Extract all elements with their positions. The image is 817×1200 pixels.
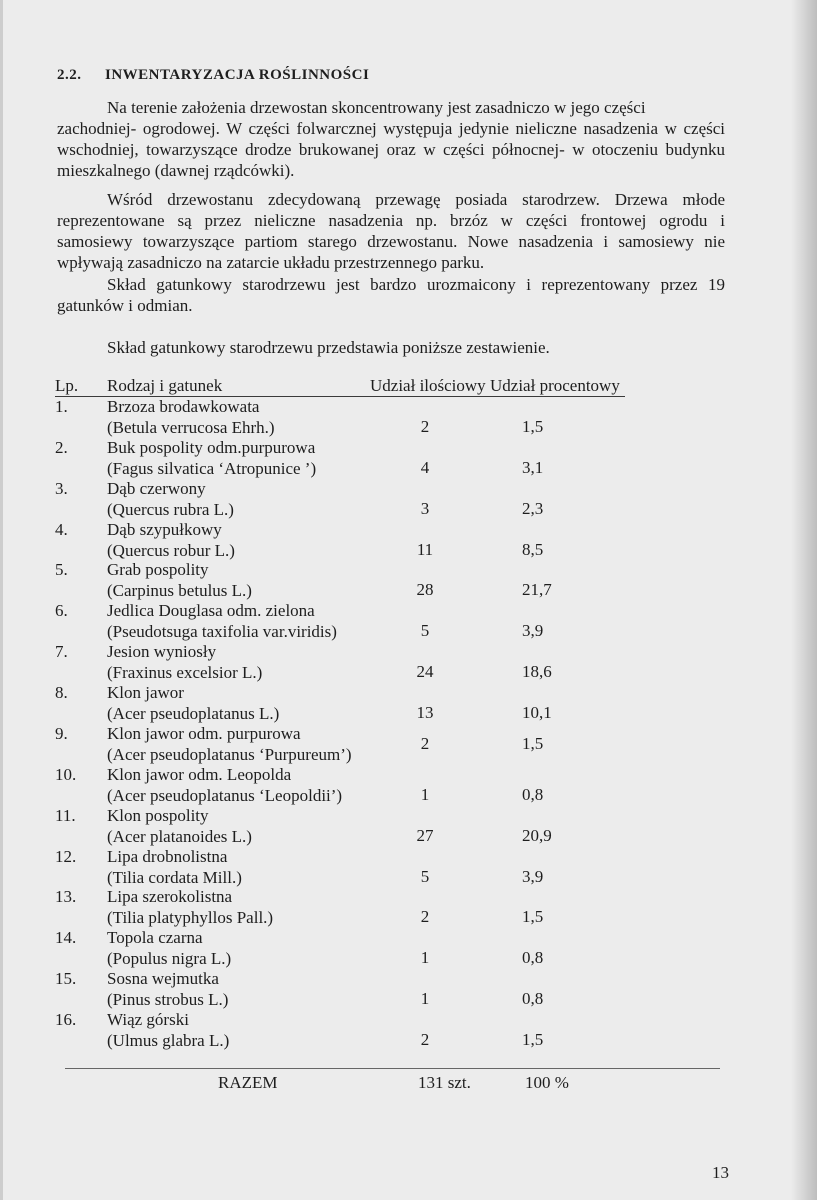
header-quantity: Udział ilościowy <box>370 376 486 395</box>
percentage-value: 21,7 <box>522 580 552 600</box>
quantity-value: 28 <box>416 580 434 600</box>
species-latin-name: (Acer pseudoplatanus ‘Leopoldii’) <box>107 785 343 805</box>
percentage-value: 2,3 <box>522 498 544 518</box>
quantity-value: 13 <box>416 703 434 723</box>
table-row <box>0 683 817 723</box>
percentage-value: 0,8 <box>522 948 544 968</box>
percentage-value: 3,9 <box>522 866 544 886</box>
species-common-name: Dąb szypułkowy <box>107 519 222 539</box>
species-common-name: Lipa szerokolistna <box>107 887 233 907</box>
quantity-value: 27 <box>416 825 434 845</box>
quantity-value: 1 <box>420 784 430 804</box>
row-number: 12. <box>55 846 77 866</box>
row-number: 4. <box>55 519 68 539</box>
percentage-value: 1,5 <box>522 417 544 436</box>
percentage-value: 20,9 <box>522 825 552 845</box>
species-latin-name: (Pseudotsuga taxifolia var.viridis) <box>107 622 337 642</box>
percentage-value: 0,8 <box>522 989 544 1009</box>
total-rule <box>65 1068 720 1069</box>
species-latin-name: (Fraxinus excelsior L.) <box>107 663 263 683</box>
species-latin-name: (Quercus rubra L.) <box>107 499 234 519</box>
species-common-name: Klon pospolity <box>107 805 209 825</box>
table-row <box>0 928 817 968</box>
body-line: Na terenie założenia drzewostan skoncentrowany jest zasadniczo w jego części <box>107 98 646 117</box>
total-percentage: 100 % <box>525 1073 569 1092</box>
body-line: Skład gatunkowy starodrzewu jest bardzo urozmaicony i reprezentowany przez 19 <box>107 275 725 294</box>
species-common-name: Dąb czerwony <box>107 478 206 498</box>
species-common-name: Klon jawor odm. purpurowa <box>107 723 301 743</box>
species-latin-name: (Acer pseudoplatanus L.) <box>107 704 280 724</box>
body-line: samosiewy towarzyszące partiom starego drzewostanu. Nowe nasadzenia i samosiewy nie <box>57 232 725 251</box>
section-title: INWENTARYZACJA ROŚLINNOŚCI <box>105 67 370 83</box>
quantity-value: 4 <box>420 457 430 477</box>
table-row <box>0 397 817 437</box>
row-number: 16. <box>55 1010 77 1030</box>
table-row <box>0 438 817 478</box>
species-common-name: Lipa drobnolistna <box>107 846 228 866</box>
species-common-name: Topola czarna <box>107 928 203 948</box>
table-row <box>0 479 817 519</box>
table-row <box>0 1010 817 1050</box>
row-number: 2. <box>55 437 68 457</box>
percentage-value: 1,5 <box>522 907 544 927</box>
row-number: 10. <box>55 764 77 784</box>
quantity-value: 2 <box>420 733 430 753</box>
species-latin-name: (Tilia platyphyllos Pall.) <box>107 908 274 928</box>
table-row <box>0 642 817 682</box>
row-number: 6. <box>55 601 68 621</box>
table-row <box>0 806 817 846</box>
table-row <box>0 724 817 764</box>
species-common-name: Sosna wejmutka <box>107 969 219 989</box>
species-latin-name: (Pinus strobus L.) <box>107 990 229 1010</box>
body-line: gatunków i odmian. <box>57 296 193 315</box>
quantity-value: 2 <box>420 417 430 436</box>
species-common-name: Grab pospolity <box>107 560 209 580</box>
species-common-name: Klon jawor odm. Leopolda <box>107 764 292 784</box>
section-number: 2.2. <box>57 67 82 83</box>
species-common-name: Klon jawor <box>107 683 184 703</box>
row-number: 5. <box>55 560 68 580</box>
total-label: RAZEM <box>218 1073 278 1092</box>
percentage-value: 18,6 <box>522 662 552 682</box>
row-number: 9. <box>55 723 68 743</box>
percentage-value: 0,8 <box>522 784 544 804</box>
species-latin-name: (Acer platanoides L.) <box>107 826 252 846</box>
header-lp: Lp. <box>55 376 79 395</box>
percentage-value: 1,5 <box>522 1030 544 1050</box>
table-row <box>0 969 817 1009</box>
row-number: 15. <box>55 969 77 989</box>
body-line: Wśród drzewostanu zdecydowaną przewagę posiada starodrzew. Drzewa młode <box>107 190 725 209</box>
species-latin-name: (Populus nigra L.) <box>107 949 232 969</box>
table-intro: Skład gatunkowy starodrzewu przedstawia poniższe zestawienie. <box>107 338 550 357</box>
quantity-value: 24 <box>416 662 434 682</box>
row-number: 11. <box>55 805 76 825</box>
table-row <box>0 601 817 641</box>
quantity-value: 1 <box>420 948 430 968</box>
species-common-name: Brzoza brodawkowata <box>107 397 260 416</box>
table-row <box>0 520 817 560</box>
quantity-value: 1 <box>420 989 430 1009</box>
page-number: 13 <box>712 1163 729 1182</box>
quantity-value: 2 <box>420 907 430 927</box>
species-latin-name: (Acer pseudoplatanus ‘Purpureum’) <box>107 744 352 764</box>
species-latin-name: (Tilia cordata Mill.) <box>107 867 242 887</box>
header-percentage: Udział procentowy <box>490 376 620 395</box>
percentage-value: 1,5 <box>522 733 544 753</box>
species-common-name: Jedlica Douglasa odm. zielona <box>107 601 315 621</box>
percentage-value: 3,1 <box>522 457 544 477</box>
quantity-value: 11 <box>416 539 434 559</box>
body-line: reprezentowane są przez nieliczne nasadzenia np. brzóz w części frontowej ogrodu i <box>57 211 725 230</box>
row-number: 8. <box>55 683 68 703</box>
body-line: zachodniej- ogrodowej. W części folwarcznej występuja jedynie nieliczne nasadzenia w części <box>57 119 725 138</box>
percentage-value: 10,1 <box>522 703 552 723</box>
body-line: wschodniej, towarzyszące drodze brukowanej oraz w części północnej- w otoczeniu budynku <box>57 140 725 159</box>
body-line: mieszkalnego (dawnej rządcówki). <box>57 161 295 180</box>
species-latin-name: (Quercus robur L.) <box>107 540 235 560</box>
header-species: Rodzaj i gatunek <box>107 376 223 395</box>
table-row <box>0 560 817 600</box>
species-latin-name: (Betula verrucosa Ehrh.) <box>107 418 275 437</box>
species-common-name: Wiąz górski <box>107 1010 189 1030</box>
species-latin-name: (Fagus silvatica ‘Atropunice ’) <box>107 458 317 478</box>
table-row <box>0 765 817 805</box>
species-common-name: Jesion wyniosły <box>107 642 217 662</box>
quantity-value: 3 <box>420 498 430 518</box>
quantity-value: 5 <box>420 866 430 886</box>
row-number: 3. <box>55 478 68 498</box>
species-latin-name: (Carpinus betulus L.) <box>107 581 252 601</box>
row-number: 14. <box>55 928 77 948</box>
row-number: 1. <box>55 397 68 416</box>
species-latin-name: (Ulmus glabra L.) <box>107 1031 230 1051</box>
quantity-value: 2 <box>420 1030 430 1050</box>
species-common-name: Buk pospolity odm.purpurowa <box>107 437 316 457</box>
percentage-value: 3,9 <box>522 621 544 641</box>
row-number: 13. <box>55 887 77 907</box>
percentage-value: 8,5 <box>522 539 544 559</box>
table-row <box>0 847 817 887</box>
row-number: 7. <box>55 642 68 662</box>
total-quantity: 131 szt. <box>418 1073 471 1092</box>
quantity-value: 5 <box>420 621 430 641</box>
body-line: wpływają zasadniczo na zatarcie układu przestrzennego parku. <box>57 253 485 272</box>
table-row <box>0 887 817 927</box>
